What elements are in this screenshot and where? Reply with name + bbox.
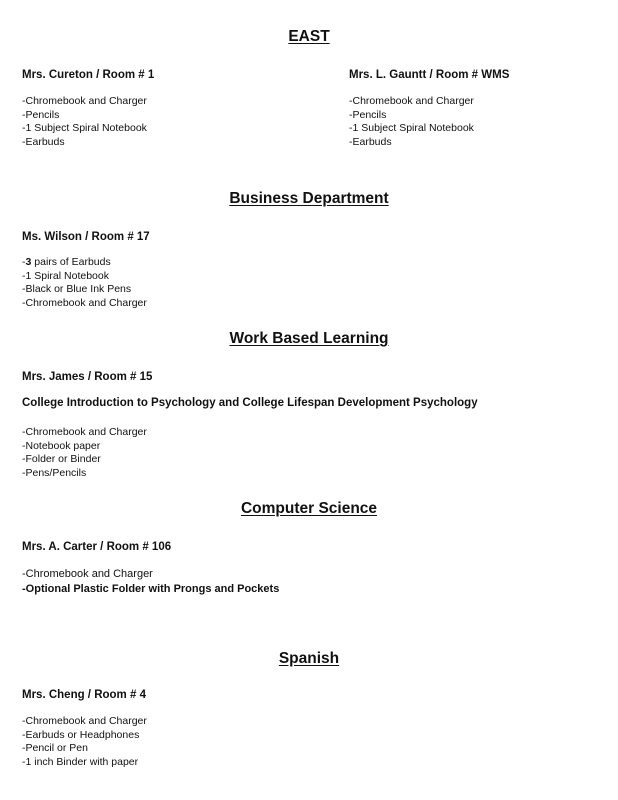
east-heading: EAST [288,28,330,45]
list-item [22,256,147,270]
list-item: -Black or Blue Ink Pens [22,283,132,296]
spanish-teacher: Mrs. Cheng / Room # 4 [22,689,146,701]
list-item: -1 inch Binder with paper [22,755,139,768]
list-item: -Earbuds [349,135,392,148]
list-item: -Earbuds [22,135,65,148]
list-item: -Pencils [22,108,60,121]
computer-science-supply-list [22,567,279,597]
list-item: -Folder or Binder [22,453,101,466]
list-item: -Chromebook and Charger [22,95,147,107]
work-based-teacher: Mrs. James / Room # 15 [22,371,153,383]
list-item: -Pencil or Pen [22,742,88,755]
business-heading: Business Department [229,190,389,207]
list-item: -Chromebook and Charger [22,715,147,727]
list-item: -1 Subject Spiral Notebook [22,122,147,135]
business-supply-list [22,256,147,310]
east-right-teacher: Mrs. L. Gauntt / Room # WMS [349,69,510,81]
computer-science-heading: Computer Science [240,500,378,517]
list-item-text: pairs of Earbuds [31,256,111,268]
list-item: -Chromebook and Charger [349,95,474,107]
computer-science-teacher: Mrs. A. Carter / Room # 106 [22,541,172,553]
list-item: -Pens/Pencils [22,466,87,479]
spanish-heading: Spanish [278,650,340,667]
work-based-supply-list [22,426,147,480]
list-item: -Chromebook and Charger [22,568,153,580]
list-item: -Earbuds or Headphones [22,728,140,741]
east-left-teacher: Mrs. Cureton / Room # 1 [22,69,155,81]
list-item: -1 Spiral Notebook [22,269,109,282]
work-based-course-title: College Introduction to Psychology and College Lifespan Development Psychology [22,397,478,409]
east-left-supply-list [22,95,147,149]
list-item: -Notebook paper [22,439,101,452]
list-item: -Chromebook and Charger [22,296,147,309]
work-based-heading: Work Based Learning [229,330,389,347]
business-teacher: Ms. Wilson / Room # 17 [22,231,150,243]
earbuds-quantity: 3 [25,256,32,268]
spanish-supply-list [22,715,147,769]
list-item-prefix: - [22,256,26,268]
list-item-optional: -Optional Plastic Folder with Prongs and Pockets [22,583,280,595]
list-item: -Chromebook and Charger [22,426,147,438]
east-right-supply-list [349,95,474,149]
list-item: -1 Subject Spiral Notebook [349,122,474,135]
list-item: -Pencils [349,108,387,121]
